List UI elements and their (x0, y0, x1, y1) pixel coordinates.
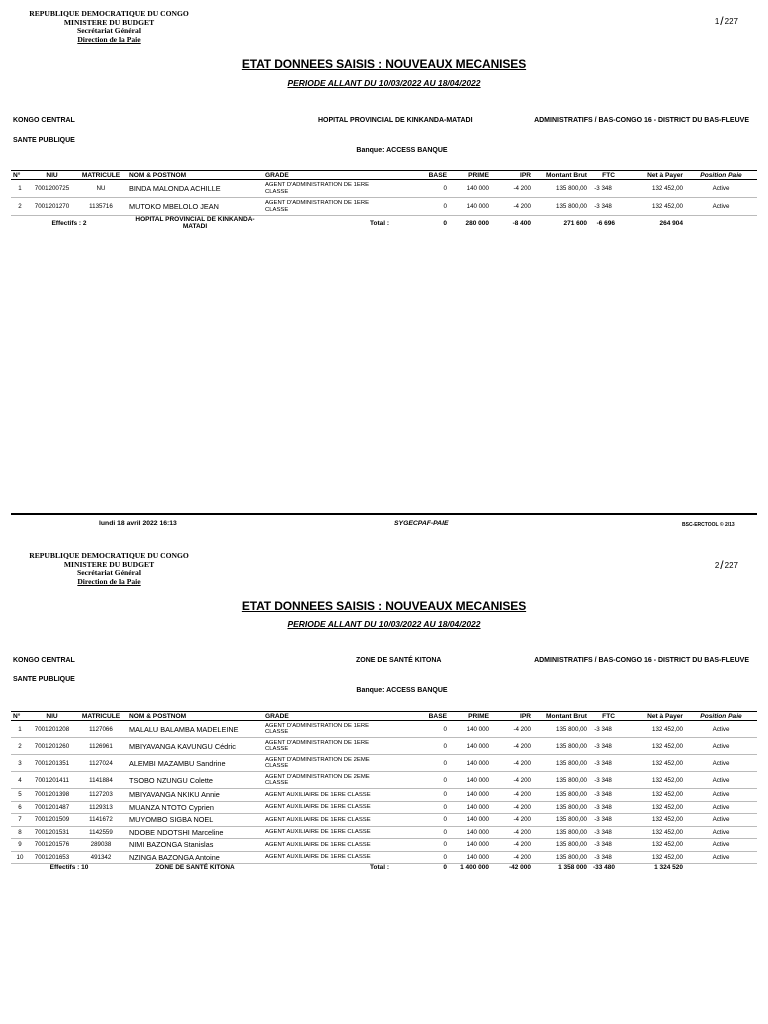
col-grade: GRADE (263, 712, 391, 721)
col-net: Net à Payer (617, 712, 685, 721)
cell-grade: AGENT AUXILIAIRE DE 1ERE CLASSE (263, 789, 391, 802)
cell-net: 132 452,00 (617, 198, 685, 216)
footer-rule (11, 513, 757, 515)
col-matricule: MATRICULE (75, 171, 127, 180)
total-net: 264 904 (617, 216, 685, 231)
cell-nom: MUTOKO MBELOLO JEAN (127, 198, 263, 216)
cell-position: Active (685, 839, 757, 852)
total-net: 1 324 520 (617, 864, 685, 872)
cell-matricule: 1126961 (75, 738, 127, 755)
report-period: PERIODE ALLANT DU 10/03/2022 AU 18/04/2022 (287, 78, 481, 88)
cell-grade: AGENT AUXILIAIRE DE 1ERE CLASSE (263, 826, 391, 839)
total-empty (685, 216, 757, 231)
total-ftc: -33 480 (589, 864, 617, 872)
cell-niu: 7001201351 (29, 755, 75, 772)
cell-nom: MALALU BALAMBA MADELEINE (127, 721, 263, 738)
ministere-label: MINISTERE DU BUDGET (63, 17, 155, 27)
cell-n: 10 (11, 851, 29, 864)
cell-position: Active (685, 198, 757, 216)
col-base: BASE (391, 171, 449, 180)
cell-brut: 135 800,00 (533, 721, 589, 738)
cell-nom: NZINGA BAZONGA Antoine (127, 851, 263, 864)
cell-prime: 140 000 (449, 839, 491, 852)
cell-n: 6 (11, 801, 29, 814)
cell-brut: 135 800,00 (533, 789, 589, 802)
page-current: 2 (714, 561, 720, 570)
cell-matricule: 1127203 (75, 789, 127, 802)
cell-n: 7 (11, 814, 29, 827)
col-prime: PRIME (449, 712, 491, 721)
table-row (11, 826, 757, 839)
cell-ftc: -3 348 (589, 738, 617, 755)
payroll-table (11, 170, 757, 231)
cell-grade: AGENT AUXILIAIRE DE 1ERE CLASSE (263, 839, 391, 852)
republique-label: REPUBLIQUE DEMOCRATIQUE DU CONGO (29, 551, 189, 560)
cell-base: 0 (391, 198, 449, 216)
cell-ftc: -3 348 (589, 814, 617, 827)
col-niu: NIU (29, 171, 75, 180)
total-brut: 1 358 000 (533, 864, 589, 872)
cell-matricule: 1135716 (75, 198, 127, 216)
total-prime: 1 400 000 (449, 864, 491, 872)
republique-label: REPUBLIQUE DEMOCRATIQUE DU CONGO (29, 9, 189, 18)
table-row (11, 755, 757, 772)
total-label: Total : (263, 864, 391, 872)
cell-brut: 135 800,00 (533, 180, 589, 198)
cell-ipr: -4 200 (491, 839, 533, 852)
cell-ipr: -4 200 (491, 851, 533, 864)
cell-ftc: -3 348 (589, 198, 617, 216)
cell-nom: MUANZA NTOTO Cyprien (127, 801, 263, 814)
cell-grade: AGENT D'ADMINISTRATION DE 2EME CLASSE (263, 772, 391, 789)
cell-position: Active (685, 721, 757, 738)
cell-n: 1 (11, 180, 29, 198)
cell-position: Active (685, 789, 757, 802)
cell-position: Active (685, 180, 757, 198)
cell-ftc: -3 348 (589, 721, 617, 738)
cell-nom: MBIYAVANGA KAVUNGU Cédric (127, 738, 263, 755)
cell-matricule: 1129313 (75, 801, 127, 814)
cell-nom: ALEMBI MAZAMBU Sandrine (127, 755, 263, 772)
table-row (11, 721, 757, 738)
col-n: N° (11, 171, 29, 180)
cell-niu: 7001201653 (29, 851, 75, 864)
cell-base: 0 (391, 826, 449, 839)
cell-ftc: -3 348 (589, 839, 617, 852)
col-nom: NOM & POSTNOM (127, 171, 263, 180)
cell-net: 132 452,00 (617, 755, 685, 772)
sector-label: SANTE PUBLIQUE (13, 676, 75, 683)
table-header (11, 712, 757, 721)
cell-nom: TSOBO NZUNGU Colette (127, 772, 263, 789)
cell-ipr: -4 200 (491, 198, 533, 216)
report-period: PERIODE ALLANT DU 10/03/2022 AU 18/04/2022 (287, 619, 481, 629)
cell-net: 132 452,00 (617, 180, 685, 198)
cell-position: Active (685, 814, 757, 827)
cell-net: 132 452,00 (617, 721, 685, 738)
cell-nom: MBIYAVANGA NKIKU Annie (127, 789, 263, 802)
cell-prime: 140 000 (449, 851, 491, 864)
cell-net: 132 452,00 (617, 801, 685, 814)
table-row (11, 814, 757, 827)
cell-nom: BINDA MALONDA ACHILLE (127, 180, 263, 198)
cell-matricule: 1141884 (75, 772, 127, 789)
cell-net: 132 452,00 (617, 839, 685, 852)
cell-ipr: -4 200 (491, 814, 533, 827)
total-prime: 280 000 (449, 216, 491, 231)
col-matricule: MATRICULE (75, 712, 127, 721)
cell-n: 3 (11, 755, 29, 772)
cell-prime: 140 000 (449, 755, 491, 772)
total-row (11, 864, 757, 872)
admin-label: ADMINISTRATIFS / BAS-CONGO 16 - DISTRICT DU BAS-FLEUVE (534, 117, 749, 124)
cell-ipr: -4 200 (491, 721, 533, 738)
province-label: KONGO CENTRAL (13, 657, 75, 664)
cell-niu: 7001201398 (29, 789, 75, 802)
cell-prime: 140 000 (449, 198, 491, 216)
cell-brut: 135 800,00 (533, 198, 589, 216)
total-ipr: -42 000 (491, 864, 533, 872)
cell-grade: AGENT AUXILIAIRE DE 1ERE CLASSE (263, 801, 391, 814)
cell-ftc: -3 348 (589, 772, 617, 789)
cell-nom: MUYOMBO SIGBA NOEL (127, 814, 263, 827)
col-ipr: IPR (491, 171, 533, 180)
direction-label: Direction de la Paie (77, 34, 141, 44)
page-total: 227 (724, 17, 738, 26)
total-empty (685, 864, 757, 872)
cell-prime: 140 000 (449, 801, 491, 814)
bank-label: Banque: ACCESS BANQUE (356, 687, 448, 694)
table-row (11, 789, 757, 802)
cell-n: 9 (11, 839, 29, 852)
payroll-table (11, 711, 757, 871)
cell-brut: 135 800,00 (533, 738, 589, 755)
cell-position: Active (685, 851, 757, 864)
cell-matricule: 1141672 (75, 814, 127, 827)
footer-system: SYGECPAF-PAIE (394, 520, 449, 527)
cell-ftc: -3 348 (589, 826, 617, 839)
cell-prime: 140 000 (449, 814, 491, 827)
col-brut: Montant Brut (533, 171, 589, 180)
ministere-label: MINISTERE DU BUDGET (63, 559, 155, 569)
cell-base: 0 (391, 755, 449, 772)
cell-matricule: 1127024 (75, 755, 127, 772)
cell-brut: 135 800,00 (533, 814, 589, 827)
entity-label: ZONE DE SANTÉ KITONA (356, 657, 442, 664)
col-n: N° (11, 712, 29, 721)
cell-base: 0 (391, 801, 449, 814)
cell-matricule: 289038 (75, 839, 127, 852)
cell-brut: 135 800,00 (533, 801, 589, 814)
total-brut: 271 600 (533, 216, 589, 231)
page-number: 2/227 (714, 558, 738, 572)
cell-niu: 7001201270 (29, 198, 75, 216)
cell-base: 0 (391, 772, 449, 789)
total-effectifs: Effectifs : 2 (11, 216, 127, 231)
col-position: Position Paie (685, 171, 757, 180)
cell-ipr: -4 200 (491, 738, 533, 755)
cell-niu: 7001200725 (29, 180, 75, 198)
total-entity: ZONE DE SANTÉ KITONA (127, 864, 263, 872)
cell-ipr: -4 200 (491, 801, 533, 814)
secretariat-label: Secrétariat Général (77, 26, 141, 36)
cell-ftc: -3 348 (589, 801, 617, 814)
page-current: 1 (714, 17, 720, 26)
cell-niu: 7001201509 (29, 814, 75, 827)
cell-n: 2 (11, 738, 29, 755)
cell-grade: AGENT D'ADMINISTRATION DE 1ERE CLASSE (263, 738, 391, 755)
footer-date: lundi 18 avril 2022 16:13 (99, 520, 177, 527)
col-net: Net à Payer (617, 171, 685, 180)
col-grade: GRADE (263, 171, 391, 180)
cell-n: 1 (11, 721, 29, 738)
col-nom: NOM & POSTNOM (127, 712, 263, 721)
cell-prime: 140 000 (449, 772, 491, 789)
cell-net: 132 452,00 (617, 738, 685, 755)
cell-grade: AGENT D'ADMINISTRATION DE 1ERE CLASSE (263, 721, 391, 738)
cell-n: 2 (11, 198, 29, 216)
table-row (11, 198, 757, 216)
total-ipr: -8 400 (491, 216, 533, 231)
cell-base: 0 (391, 851, 449, 864)
cell-n: 8 (11, 826, 29, 839)
bank-label: Banque: ACCESS BANQUE (356, 147, 448, 154)
col-ipr: IPR (491, 712, 533, 721)
secretariat-label: Secrétariat Général (77, 568, 141, 578)
col-ftc: FTC (589, 171, 617, 180)
total-entity: HOPITAL PROVINCIAL DE KINKANDA-MATADI (127, 216, 263, 231)
cell-grade: AGENT AUXILIAIRE DE 1ERE CLASSE (263, 814, 391, 827)
report-title: ETAT DONNEES SAISIS : NOUVEAUX MECANISES (241, 57, 527, 71)
cell-base: 0 (391, 789, 449, 802)
total-base: 0 (391, 864, 449, 872)
total-ftc: -6 696 (589, 216, 617, 231)
cell-niu: 7001201487 (29, 801, 75, 814)
col-ftc: FTC (589, 712, 617, 721)
cell-prime: 140 000 (449, 789, 491, 802)
cell-net: 132 452,00 (617, 851, 685, 864)
table-row (11, 801, 757, 814)
cell-ftc: -3 348 (589, 755, 617, 772)
government-header (28, 10, 190, 44)
cell-position: Active (685, 772, 757, 789)
page-total: 227 (724, 561, 738, 570)
page-number: 1/227 (714, 14, 738, 28)
cell-ipr: -4 200 (491, 789, 533, 802)
cell-matricule: 491342 (75, 851, 127, 864)
cell-prime: 140 000 (449, 738, 491, 755)
cell-ipr: -4 200 (491, 772, 533, 789)
cell-niu: 7001201208 (29, 721, 75, 738)
cell-niu: 7001201411 (29, 772, 75, 789)
col-brut: Montant Brut (533, 712, 589, 721)
col-niu: NIU (29, 712, 75, 721)
table-row (11, 772, 757, 789)
cell-net: 132 452,00 (617, 789, 685, 802)
cell-position: Active (685, 801, 757, 814)
cell-prime: 140 000 (449, 826, 491, 839)
cell-matricule: 1127066 (75, 721, 127, 738)
col-base: BASE (391, 712, 449, 721)
cell-grade: AGENT D'ADMINISTRATION DE 1ERE CLASSE (263, 180, 391, 198)
admin-label: ADMINISTRATIFS / BAS-CONGO 16 - DISTRICT DU BAS-FLEUVE (534, 657, 749, 664)
cell-net: 132 452,00 (617, 772, 685, 789)
report-title: ETAT DONNEES SAISIS : NOUVEAUX MECANISES (241, 599, 527, 613)
report-page-2 (0, 540, 768, 1024)
table-row (11, 180, 757, 198)
cell-ftc: -3 348 (589, 180, 617, 198)
col-position: Position Paie (685, 712, 757, 721)
cell-net: 132 452,00 (617, 826, 685, 839)
total-label: Total : (263, 216, 391, 231)
cell-brut: 135 800,00 (533, 839, 589, 852)
table-row (11, 839, 757, 852)
cell-base: 0 (391, 738, 449, 755)
cell-base: 0 (391, 814, 449, 827)
cell-grade: AGENT D'ADMINISTRATION DE 1ERE CLASSE (263, 198, 391, 216)
province-label: KONGO CENTRAL (13, 117, 75, 124)
total-base: 0 (391, 216, 449, 231)
cell-ipr: -4 200 (491, 180, 533, 198)
cell-ipr: -4 200 (491, 755, 533, 772)
direction-label: Direction de la Paie (77, 576, 141, 586)
cell-ftc: -3 348 (589, 789, 617, 802)
cell-grade: AGENT AUXILIAIRE DE 1ERE CLASSE (263, 851, 391, 864)
table-row (11, 738, 757, 755)
table-row (11, 851, 757, 864)
cell-net: 132 452,00 (617, 814, 685, 827)
cell-position: Active (685, 755, 757, 772)
cell-niu: 7001201260 (29, 738, 75, 755)
cell-grade: AGENT D'ADMINISTRATION DE 2EME CLASSE (263, 755, 391, 772)
cell-n: 4 (11, 772, 29, 789)
cell-position: Active (685, 826, 757, 839)
cell-matricule: NU (75, 180, 127, 198)
cell-brut: 135 800,00 (533, 755, 589, 772)
total-row (11, 216, 757, 231)
table-header (11, 171, 757, 180)
cell-prime: 140 000 (449, 721, 491, 738)
cell-position: Active (685, 738, 757, 755)
cell-base: 0 (391, 721, 449, 738)
entity-label: HOPITAL PROVINCIAL DE KINKANDA-MATADI (318, 117, 473, 124)
cell-base: 0 (391, 180, 449, 198)
cell-prime: 140 000 (449, 180, 491, 198)
cell-niu: 7001201531 (29, 826, 75, 839)
cell-niu: 7001201576 (29, 839, 75, 852)
cell-ipr: -4 200 (491, 826, 533, 839)
total-effectifs: Effectifs : 10 (11, 864, 127, 872)
cell-n: 5 (11, 789, 29, 802)
cell-ftc: -3 348 (589, 851, 617, 864)
cell-brut: 135 800,00 (533, 772, 589, 789)
government-header (28, 552, 190, 586)
col-prime: PRIME (449, 171, 491, 180)
cell-base: 0 (391, 839, 449, 852)
cell-brut: 135 800,00 (533, 851, 589, 864)
cell-nom: NIMI BAZONGA Stanislas (127, 839, 263, 852)
cell-brut: 135 800,00 (533, 826, 589, 839)
footer-tool: BSC-ERCTOOL © 2/13 (682, 522, 735, 528)
cell-nom: NDOBE NDOTSHI Marceline (127, 826, 263, 839)
sector-label: SANTE PUBLIQUE (13, 137, 75, 144)
cell-matricule: 1142559 (75, 826, 127, 839)
